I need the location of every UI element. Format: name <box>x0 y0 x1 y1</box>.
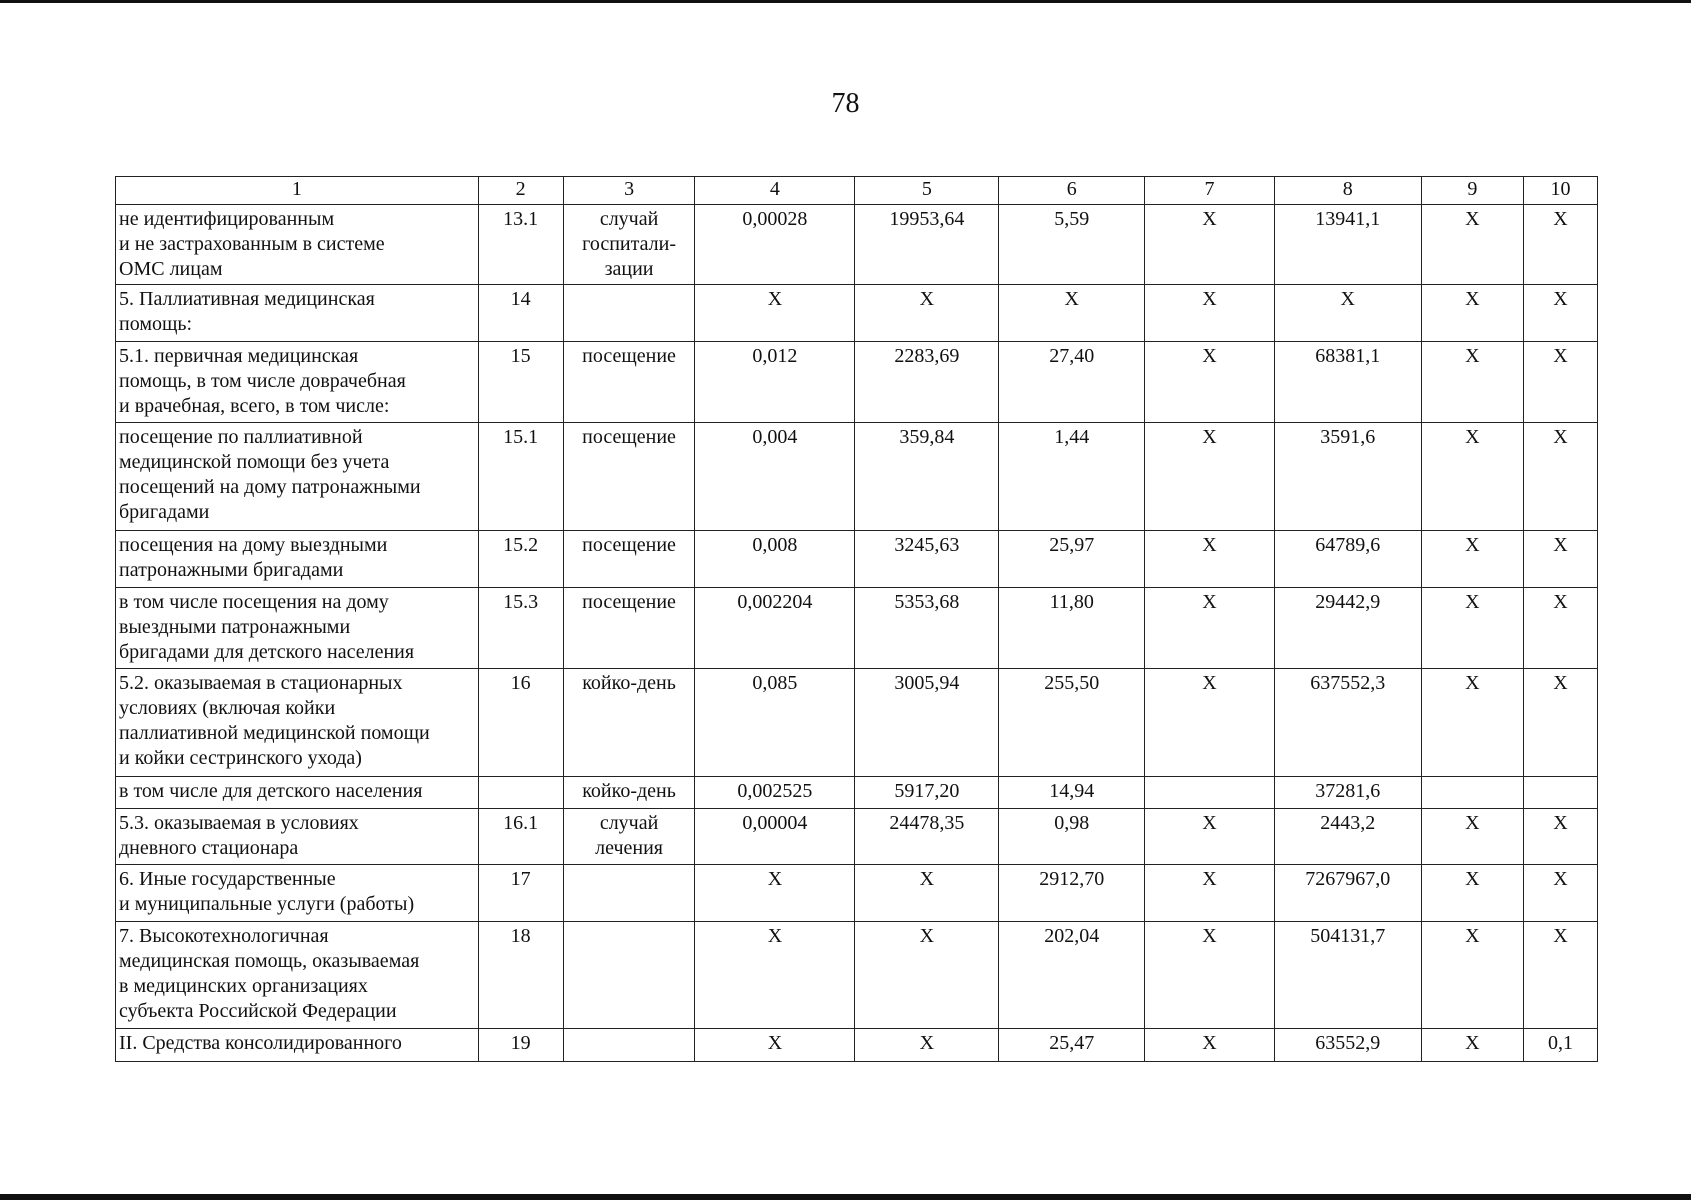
table-cell: Х <box>1421 205 1523 285</box>
unit-cell: койко-день <box>563 777 695 809</box>
row-label: в том числе посещения на дому выездными патронажными бригадами для детского населения <box>116 588 479 669</box>
table-cell: 202,04 <box>999 922 1145 1029</box>
table-cell: Х <box>1421 423 1523 531</box>
table-cell: 255,50 <box>999 669 1145 777</box>
unit-cell: посещение <box>563 342 695 423</box>
table-cell: 11,80 <box>999 588 1145 669</box>
unit-cell: случай госпитали- зации <box>563 205 695 285</box>
data-table <box>115 176 1598 1062</box>
scan-edge-top <box>0 0 1691 3</box>
column-header: 6 <box>999 177 1145 205</box>
table-cell: Х <box>1421 669 1523 777</box>
row-code: 18 <box>478 922 563 1029</box>
row-code: 15.3 <box>478 588 563 669</box>
table-row <box>116 531 1598 588</box>
row-label: 5.3. оказываемая в условиях дневного стационара <box>116 809 479 865</box>
unit-cell: посещение <box>563 588 695 669</box>
table-cell: 0,1 <box>1523 1029 1597 1062</box>
table-cell: 29442,9 <box>1274 588 1421 669</box>
table-cell: Х <box>1274 285 1421 342</box>
table-cell: 0,00004 <box>695 809 855 865</box>
table-cell: Х <box>1421 865 1523 922</box>
column-header: 5 <box>855 177 999 205</box>
column-header: 1 <box>116 177 479 205</box>
unit-cell: случай лечения <box>563 809 695 865</box>
table-cell: Х <box>1145 423 1275 531</box>
table-row <box>116 588 1598 669</box>
table-row <box>116 922 1598 1029</box>
table-cell: 27,40 <box>999 342 1145 423</box>
table-cell: 504131,7 <box>1274 922 1421 1029</box>
table-row <box>116 865 1598 922</box>
row-code: 15 <box>478 342 563 423</box>
table-cell: 25,97 <box>999 531 1145 588</box>
row-label: посещение по паллиативной медицинской помощи без учета посещений на дому патронажными бригадами <box>116 423 479 531</box>
table-cell: 0,002204 <box>695 588 855 669</box>
table-cell <box>1145 777 1275 809</box>
table-cell: Х <box>1421 531 1523 588</box>
table-row <box>116 809 1598 865</box>
table-cell: 0,00028 <box>695 205 855 285</box>
table-cell: 0,008 <box>695 531 855 588</box>
table-cell: Х <box>1145 809 1275 865</box>
scan-edge-bottom <box>0 1194 1691 1200</box>
table-cell: 68381,1 <box>1274 342 1421 423</box>
row-code <box>478 777 563 809</box>
table-cell: Х <box>1145 1029 1275 1062</box>
table-cell: 0,085 <box>695 669 855 777</box>
row-code: 17 <box>478 865 563 922</box>
table-cell: Х <box>1523 423 1597 531</box>
column-header: 10 <box>1523 177 1597 205</box>
table-cell: Х <box>1523 342 1597 423</box>
table-row <box>116 342 1598 423</box>
table-cell <box>1421 777 1523 809</box>
column-header: 3 <box>563 177 695 205</box>
row-code: 14 <box>478 285 563 342</box>
table-cell: Х <box>1523 669 1597 777</box>
table-row <box>116 669 1598 777</box>
table-cell: 24478,35 <box>855 809 999 865</box>
row-code: 16 <box>478 669 563 777</box>
unit-cell: койко-день <box>563 669 695 777</box>
unit-cell <box>563 285 695 342</box>
table-cell: 64789,6 <box>1274 531 1421 588</box>
unit-cell <box>563 922 695 1029</box>
row-label: II. Средства консолидированного <box>116 1029 479 1062</box>
table-cell: Х <box>1145 531 1275 588</box>
table-cell: Х <box>1421 922 1523 1029</box>
table-cell: Х <box>1145 588 1275 669</box>
row-code: 19 <box>478 1029 563 1062</box>
table-cell: 5353,68 <box>855 588 999 669</box>
table-cell: 0,98 <box>999 809 1145 865</box>
table-row <box>116 1029 1598 1062</box>
table-cell: Х <box>855 922 999 1029</box>
table-header-row <box>116 177 1598 205</box>
table-cell <box>1523 777 1597 809</box>
table-cell: Х <box>1421 1029 1523 1062</box>
table-cell: Х <box>1421 588 1523 669</box>
row-label: посещения на дому выездными патронажными бригадами <box>116 531 479 588</box>
row-label: в том числе для детского населения <box>116 777 479 809</box>
table-cell: Х <box>1523 205 1597 285</box>
table-cell: Х <box>1145 205 1275 285</box>
column-header: 7 <box>1145 177 1275 205</box>
row-code: 13.1 <box>478 205 563 285</box>
table-cell: 1,44 <box>999 423 1145 531</box>
row-code: 15.2 <box>478 531 563 588</box>
row-label: 5. Паллиативная медицинская помощь: <box>116 285 479 342</box>
table-cell: 5,59 <box>999 205 1145 285</box>
row-label: 6. Иные государственные и муниципальные услуги (работы) <box>116 865 479 922</box>
table-cell: Х <box>695 922 855 1029</box>
table-cell: 2443,2 <box>1274 809 1421 865</box>
table-cell: Х <box>1523 531 1597 588</box>
table-cell: 37281,6 <box>1274 777 1421 809</box>
table-row <box>116 777 1598 809</box>
row-label: 5.2. оказываемая в стационарных условиях (включая койки паллиативной медицинской помощи и койки сестринского ухода) <box>116 669 479 777</box>
table-cell: Х <box>1523 588 1597 669</box>
unit-cell <box>563 865 695 922</box>
table-cell: 637552,3 <box>1274 669 1421 777</box>
table-cell: Х <box>1145 669 1275 777</box>
table-cell: Х <box>695 285 855 342</box>
table-cell: 63552,9 <box>1274 1029 1421 1062</box>
table-cell: Х <box>855 285 999 342</box>
table-cell: 7267967,0 <box>1274 865 1421 922</box>
unit-cell: посещение <box>563 531 695 588</box>
table-cell: Х <box>1523 922 1597 1029</box>
row-label: 7. Высокотехнологичная медицинская помощь, оказываемая в медицинских организациях субъекта Российской Федерации <box>116 922 479 1029</box>
table-cell: 25,47 <box>999 1029 1145 1062</box>
column-header: 2 <box>478 177 563 205</box>
table-row <box>116 285 1598 342</box>
table-cell: 2283,69 <box>855 342 999 423</box>
row-code: 16.1 <box>478 809 563 865</box>
table-cell: 5917,20 <box>855 777 999 809</box>
table-cell: 14,94 <box>999 777 1145 809</box>
table-cell: Х <box>1145 865 1275 922</box>
table-cell: Х <box>1523 809 1597 865</box>
table-row <box>116 423 1598 531</box>
table-cell: Х <box>695 865 855 922</box>
table-cell: 3245,63 <box>855 531 999 588</box>
table-cell: Х <box>855 1029 999 1062</box>
column-header: 9 <box>1421 177 1523 205</box>
unit-cell <box>563 1029 695 1062</box>
row-code: 15.1 <box>478 423 563 531</box>
table-cell: 359,84 <box>855 423 999 531</box>
row-label: не идентифицированным и не застрахованным в системе ОМС лицам <box>116 205 479 285</box>
table-cell: Х <box>999 285 1145 342</box>
table-cell: Х <box>855 865 999 922</box>
table-cell: Х <box>695 1029 855 1062</box>
table-cell: 0,002525 <box>695 777 855 809</box>
row-label: 5.1. первичная медицинская помощь, в том числе доврачебная и врачебная, всего, в том числе: <box>116 342 479 423</box>
table-cell: 0,012 <box>695 342 855 423</box>
table-row <box>116 205 1598 285</box>
table-cell: Х <box>1145 285 1275 342</box>
table-cell: Х <box>1145 922 1275 1029</box>
table-cell: Х <box>1523 865 1597 922</box>
table-cell: 2912,70 <box>999 865 1145 922</box>
table-cell: 3005,94 <box>855 669 999 777</box>
table-cell: Х <box>1421 342 1523 423</box>
table-cell: Х <box>1421 285 1523 342</box>
column-header: 8 <box>1274 177 1421 205</box>
table-cell: 19953,64 <box>855 205 999 285</box>
table-cell: Х <box>1421 809 1523 865</box>
page-number: 78 <box>831 88 860 119</box>
table-cell: 0,004 <box>695 423 855 531</box>
column-header: 4 <box>695 177 855 205</box>
table-cell: Х <box>1145 342 1275 423</box>
table-cell: Х <box>1523 285 1597 342</box>
table-cell: 13941,1 <box>1274 205 1421 285</box>
unit-cell: посещение <box>563 423 695 531</box>
table-cell: 3591,6 <box>1274 423 1421 531</box>
